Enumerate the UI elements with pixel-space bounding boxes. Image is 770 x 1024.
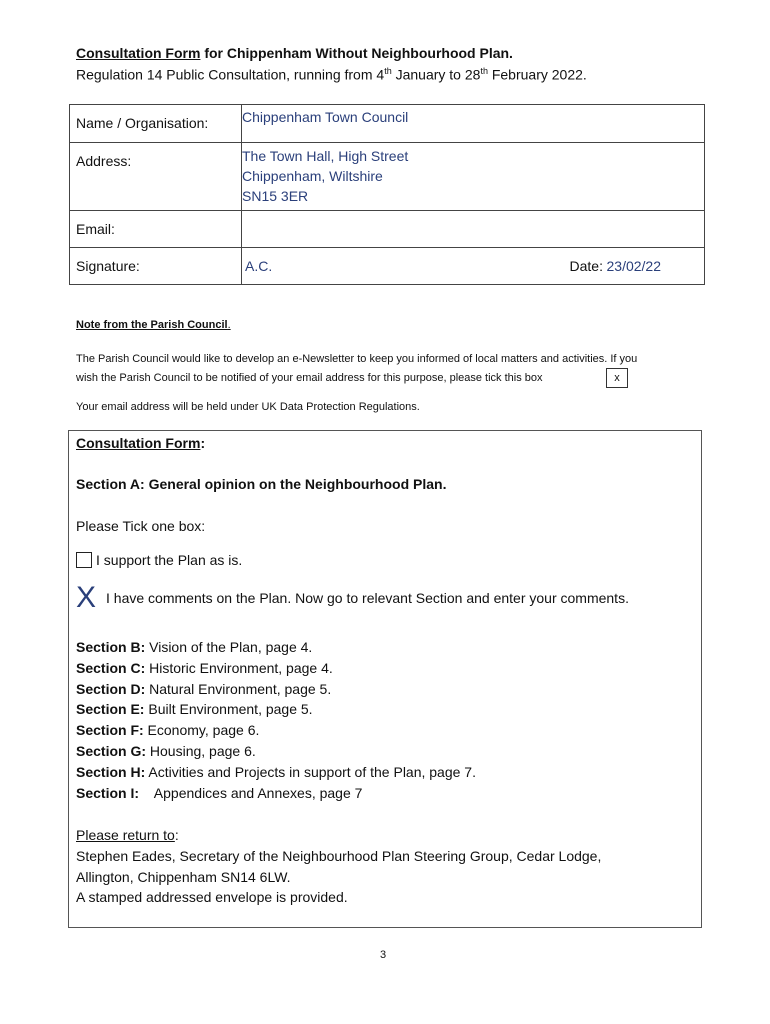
list-item <box>76 658 476 679</box>
parish-note-heading-suffix: . <box>227 319 231 331</box>
subtitle-part: January to 28 <box>391 66 481 83</box>
list-item <box>76 679 476 700</box>
form-title-rest: for Chippenham Without Neighbourhood Plan. <box>200 45 513 61</box>
section-label: Section E: <box>76 701 145 718</box>
return-heading <box>76 825 601 846</box>
section-text: Economy, page 6. <box>143 722 260 739</box>
signature-field[interactable] <box>242 248 705 285</box>
table-row <box>70 143 705 211</box>
tick-mark: x <box>614 372 620 384</box>
parish-note-heading-text: Note from the Parish Council <box>76 319 228 331</box>
subtitle-sup: th <box>384 66 392 76</box>
list-item <box>76 762 476 783</box>
name-field[interactable] <box>242 105 705 143</box>
email-field[interactable] <box>242 211 705 248</box>
address-field[interactable] <box>242 143 705 211</box>
table-row <box>70 211 705 248</box>
subtitle-sup: th <box>480 66 488 76</box>
section-label: Section F: <box>76 722 144 739</box>
page-number: 3 <box>380 949 387 961</box>
section-text: Activities and Projects in support of the Plan, page 7. <box>145 763 476 780</box>
list-item <box>76 783 476 804</box>
section-label: Section D: <box>76 680 146 697</box>
option-support-plan[interactable] <box>76 552 242 568</box>
gdpr-note: Your email address will be held under UK Data Protection Regulations. <box>76 401 420 413</box>
section-text: Housing, page 6. <box>146 742 256 759</box>
date-label: Date: <box>569 258 603 274</box>
return-line: Stephen Eades, Secretary of the Neighbourhood Plan Steering Group, Cedar Lodge, <box>76 847 602 864</box>
return-line: A stamped addressed envelope is provided. <box>76 889 348 906</box>
date-value: 23/02/22 <box>606 258 661 274</box>
parish-note-heading <box>76 319 231 331</box>
subtitle-part: February 2022. <box>487 66 587 83</box>
table-row <box>70 105 705 143</box>
name-label: Name / Organisation: <box>70 105 242 143</box>
consultation-form-box <box>68 430 702 928</box>
section-text: Natural Environment, page 5. <box>145 680 332 697</box>
address-line: Chippenham, Wiltshire <box>242 168 383 184</box>
form-title <box>76 45 513 61</box>
form-title-underlined: Consultation Form <box>76 45 201 61</box>
return-line: Allington, Chippenham SN14 6LW. <box>76 868 291 885</box>
section-label: Section I: <box>76 784 140 801</box>
signature-label: Signature: <box>70 248 242 285</box>
consultation-form-heading <box>76 435 205 451</box>
section-text: Appendices and Annexes, page 7 <box>139 784 363 801</box>
tick-instruction: Please Tick one box: <box>76 518 206 534</box>
table-row <box>70 248 705 285</box>
option-support-label: I support the Plan as is. <box>96 552 243 568</box>
section-label: Section G: <box>76 742 147 759</box>
form-subtitle <box>76 66 587 83</box>
list-item <box>76 699 476 720</box>
respondent-details-table <box>69 104 705 285</box>
list-item <box>76 741 476 762</box>
section-label: Section B: <box>76 639 146 655</box>
signature-value: A.C. <box>245 258 273 274</box>
address-line: SN15 3ER <box>242 188 309 204</box>
return-label: Please return to <box>76 827 175 843</box>
section-text: Built Environment, page 5. <box>144 701 313 718</box>
return-address-block <box>76 825 601 908</box>
subtitle-part: Regulation 14 Public Consultation, running from 4 <box>76 66 385 83</box>
address-line: The Town Hall, High Street <box>242 148 409 164</box>
option-have-comments[interactable] <box>76 581 629 615</box>
return-suffix: : <box>174 827 179 843</box>
newsletter-tick-box[interactable] <box>606 368 628 388</box>
list-item <box>76 720 476 741</box>
section-label: Section C: <box>76 659 146 676</box>
comments-check-mark[interactable]: X <box>76 581 97 614</box>
section-text: Historic Environment, page 4. <box>145 659 333 676</box>
support-checkbox[interactable] <box>76 552 92 568</box>
section-a-heading: Section A: General opinion on the Neighbourhood Plan. <box>76 476 447 492</box>
option-comments-label: I have comments on the Plan. Now go to relevant Section and enter your comments. <box>106 590 629 606</box>
parish-note-line: wish the Parish Council to be notified of your email address for this purpose, please tick this box <box>76 372 543 384</box>
list-item <box>76 637 476 658</box>
form-heading-suffix: : <box>200 435 206 451</box>
section-list <box>76 637 476 803</box>
address-label: Address: <box>70 143 242 211</box>
section-text: Vision of the Plan, page 4. <box>145 639 313 655</box>
section-label: Section H: <box>76 763 146 780</box>
email-label: Email: <box>70 211 242 248</box>
form-heading-text: Consultation Form <box>76 435 201 451</box>
name-value: Chippenham Town Council <box>242 109 409 125</box>
parish-note-line: The Parish Council would like to develop an e-Newsletter to keep you informed of local matters and activities. If you <box>76 353 638 365</box>
